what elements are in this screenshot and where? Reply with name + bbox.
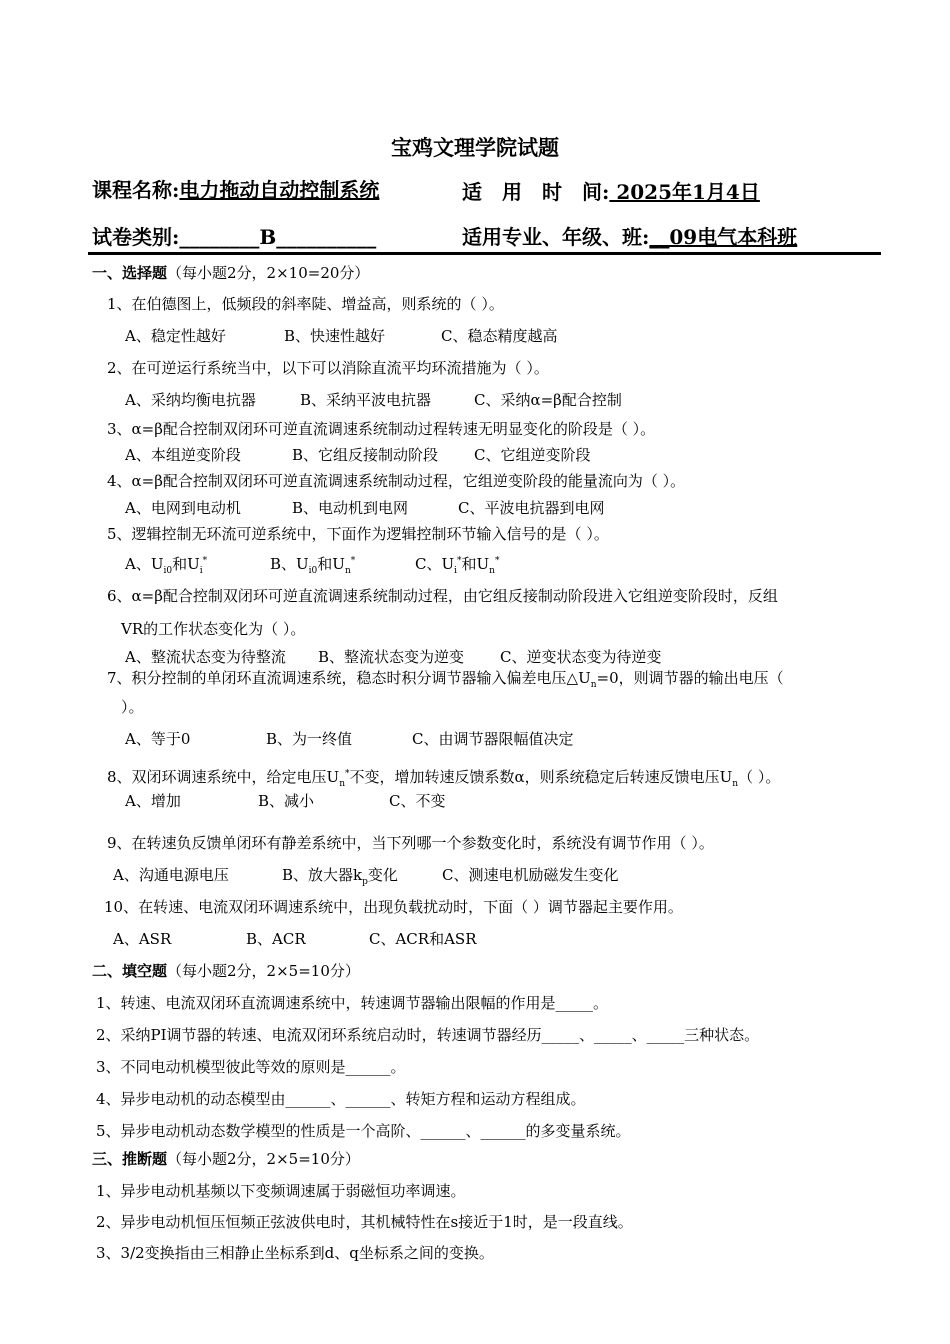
section1-title: 一、选择题 <box>92 264 168 282</box>
exam-time-label: 适 用 时 间: <box>462 180 610 204</box>
question-6-line1: 6、α=β配合控制双闭环可逆直流调速系统制动过程，由它组反接制动阶段进入它组逆变阶段时，反组 <box>107 587 778 605</box>
judge-item-1: 1、异步电动机基频以下变频调速属于弱磁恒功率调速。 <box>96 1182 466 1200</box>
fill-item-1: 1、转速、电流双闭环直流调速系统中，转速调节器输出限幅的作用是_____。 <box>96 994 609 1012</box>
section1-heading <box>92 262 369 283</box>
question-5: 5、逻辑控制无环流可逆系统中，下面作为逻辑控制环节输入信号的是（ ）。 <box>107 525 609 543</box>
q4-option-b: B、电动机到电网 <box>292 499 409 517</box>
major-value: __09电气本科班 <box>649 225 798 249</box>
judge-item-3: 3、3/2变换指由三相静止坐标系到d、q坐标系之间的变换。 <box>96 1244 494 1262</box>
q8-option-b: B、减小 <box>258 792 315 810</box>
judge-item-2: 2、异步电动机恒压恒频正弦波供电时，其机械特性在s接近于1时，是一段直线。 <box>96 1213 633 1231</box>
question-10: 10、在转速、电流双闭环调速系统中，出现负载扰动时，下面（ ）调节器起主要作用。 <box>104 898 683 916</box>
question-8: 8、双闭环调速系统中，给定电压$U_n^*$不变，增加转速反馈系数α，则系统稳定后转速反馈电压$U_n$（ ）。 <box>107 768 781 789</box>
q5-option-b: B、$U_{i0}$和$U_n^*$ <box>270 555 356 576</box>
section3-title: 三、推断题 <box>92 1150 168 1168</box>
question-6-line2: VR的工作状态变化为（ ）。 <box>121 620 306 638</box>
q7-option-c: C、由调节器限幅值决定 <box>412 730 574 748</box>
major-label: 适用专业、年级、班: <box>462 225 650 249</box>
q7-option-a: A、等于0 <box>125 730 191 748</box>
header-divider <box>88 252 881 255</box>
q9-option-c: C、测速电机励磁发生变化 <box>442 866 619 884</box>
section3-heading <box>92 1148 360 1169</box>
fill-item-5: 5、异步电动机动态数学模型的性质是一个高阶、______、______的多变量系统。 <box>96 1122 631 1140</box>
fill-item-3: 3、不同电动机模型彼此等效的原则是______。 <box>96 1058 406 1076</box>
q8-option-c: C、不变 <box>389 792 446 810</box>
q3-option-b: B、它组反接制动阶段 <box>292 446 439 464</box>
question-9: 9、在转速负反馈单闭环有静差系统中，当下列哪一个参数变化时，系统没有调节作用（ ）。 <box>107 834 714 852</box>
q2-option-b: B、采纳平波电抗器 <box>300 391 432 409</box>
q6-option-b: B、整流状态变为逆变 <box>318 648 465 666</box>
paper-type-row <box>92 221 376 250</box>
section2-title: 二、填空题 <box>92 962 168 980</box>
q3-option-c: C、它组逆变阶段 <box>474 446 591 464</box>
q4-option-a: A、电网到电动机 <box>125 499 241 517</box>
course-name-label: 课程名称: <box>92 178 180 202</box>
paper-type-label: 试卷类别: <box>92 225 180 249</box>
page-title: 宝鸡文理学院试题 <box>391 135 559 160</box>
q1-option-b: B、快速性越好 <box>284 327 386 345</box>
q3-option-a: A、本组逆变阶段 <box>125 446 241 464</box>
course-name-value: 电力拖动自动控制系统 <box>179 178 380 202</box>
q1-option-a: A、稳定性越好 <box>125 327 226 345</box>
q8-option-a: A、增加 <box>125 792 181 810</box>
section2-heading <box>92 960 360 981</box>
question-2: 2、在可逆运行系统当中，以下可以消除直流平均环流措施为（ ）。 <box>107 359 549 377</box>
question-3: 3、α=β配合控制双闭环可逆直流调速系统制动过程转速无明显变化的阶段是（ ）。 <box>107 420 656 438</box>
q2-option-c: C、采纳α=β配合控制 <box>474 391 622 409</box>
fill-item-2: 2、采纳PI调节器的转速、电流双闭环系统启动时，转速调节器经历_____、_____、_____三种状态。 <box>96 1026 760 1044</box>
section2-note: （每小题2分，2×5=10分） <box>167 962 360 980</box>
q7-option-b: B、为一终值 <box>266 730 353 748</box>
q9-option-b: B、放大器$k_p$变化 <box>282 866 398 887</box>
question-1: 1、在伯德图上，低频段的斜率陡、增益高，则系统的（ ）。 <box>107 295 504 313</box>
q6-option-a: A、整流状态变为待整流 <box>125 648 286 666</box>
course-name-row <box>92 174 379 203</box>
exam-time-value: 2025年1月4日 <box>609 180 760 204</box>
major-row <box>462 221 797 250</box>
q5-option-c: C、$U_i^*$和$U_n^*$ <box>415 555 500 576</box>
q4-option-c: C、平波电抗器到电网 <box>458 499 605 517</box>
section3-note: （每小题2分，2×5=10分） <box>167 1150 360 1168</box>
question-7-line1: 7、积分控制的单闭环直流调速系统，稳态时积分调节器输入偏差电压$\triangle U_n=0$，则调节器的输出电压（ <box>107 669 784 690</box>
q10-option-b: B、ACR <box>246 930 306 948</box>
q10-option-c: C、ACR和ASR <box>369 930 477 948</box>
q2-option-a: A、采纳均衡电抗器 <box>125 391 256 409</box>
exam-time-row <box>462 176 760 205</box>
section1-note: （每小题2分，2×10=20分） <box>167 264 370 282</box>
q6-option-c: C、逆变状态变为待逆变 <box>500 648 662 666</box>
paper-type-value: ________B__________ <box>179 225 377 249</box>
q5-option-a: A、$U_{i0}$和$U_i^*$ <box>125 555 208 576</box>
q9-option-a: A、沟通电源电压 <box>113 866 229 884</box>
q1-option-c: C、稳态精度越高 <box>441 327 558 345</box>
question-4: 4、α=β配合控制双闭环可逆直流调速系统制动过程，它组逆变阶段的能量流向为（ ）。 <box>107 472 686 490</box>
fill-item-4: 4、异步电动机的动态模型由______、______、转矩方程和运动方程组成。 <box>96 1090 586 1108</box>
question-7-line2: ）。 <box>121 698 144 716</box>
q10-option-a: A、ASR <box>113 930 172 948</box>
